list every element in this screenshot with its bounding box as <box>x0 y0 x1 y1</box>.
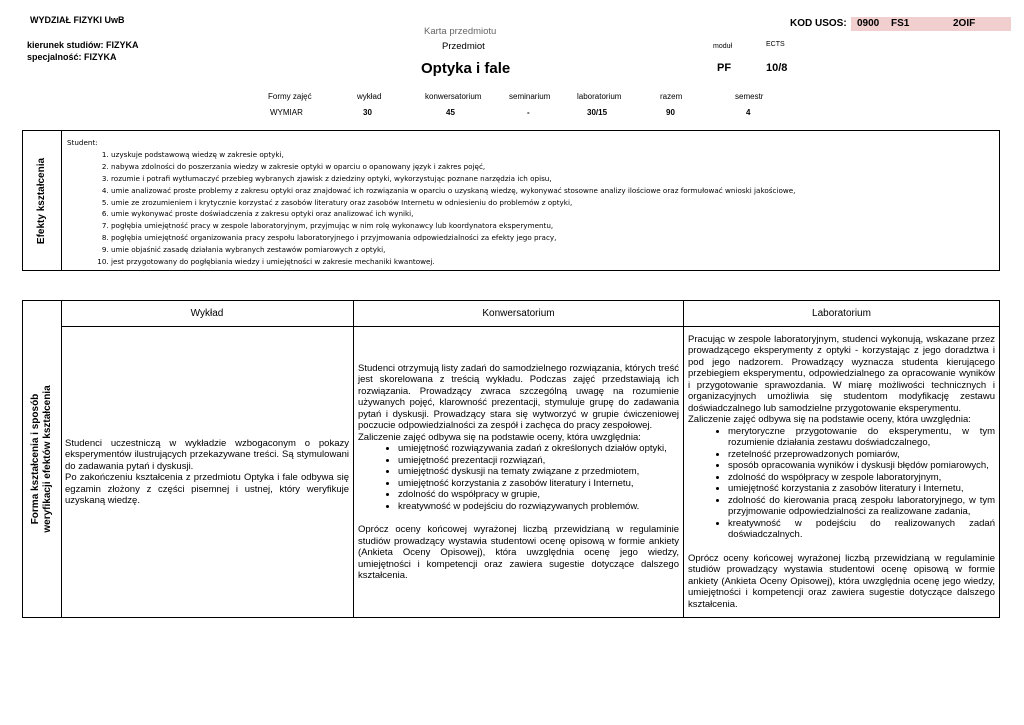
lab-criterion-7: • kreatywność w podejściu do realizowanych zadań doświadczalnych. <box>728 518 995 541</box>
efekty-item-10: 10. jest przygotowany do pogłębiania wiedzy i umiejętności w zakresie mechaniki kwantowej. <box>111 256 995 268</box>
column-wyklad-header: Wykład <box>61 301 353 327</box>
konw-criterion-1: • umiejętność rozwiązywania zadań z określonych działów optyki, <box>398 443 679 455</box>
lab-paragraph-3: Oprócz oceny końcowej wyrażonej liczbą przewidzianą w regulaminie studiów prowadzący wystawia studentowi ocenę opisową w formie ankiety (Ankieta Oceny Opisowej), która uwzględnia ocenę jego wiedzy, umiejętności i kompetencji oraz zawiera sugestie dotyczące dalszego kształcenia. <box>688 552 995 610</box>
konw-criteria-list <box>358 443 679 512</box>
forma-side <box>23 301 62 617</box>
wyklad-paragraph-2: Po zakończeniu kształcenia z przedmiotu Optyka i fale odbywa się egzamin złożony z części pisemnej i ustnej, który weryfikuje uzyskaną wiedzę. <box>65 472 349 506</box>
wymiar-header-konwersatorium: konwersatorium <box>425 92 482 101</box>
column-laboratorium-header: Laboratorium <box>684 301 999 327</box>
kierunek: kierunek studiów: FIZYKA <box>27 40 139 50</box>
efekty-item-6: 6. umie wykonywać proste doświadczenia z zakresu optyki oraz analizować ich wyniki, <box>111 208 995 220</box>
lab-criterion-1: • merytoryczne przygotowanie do eksperymentu, w tym rozumienie działania zestawu doświadczalnego, <box>728 426 995 449</box>
wymiar-header-formy: Formy zajęć <box>268 92 312 101</box>
column-laboratorium-body <box>684 327 999 617</box>
forma-side-label-line-2: weryfikacji efektów kształcenia <box>42 385 53 533</box>
lab-criterion-5: • umiejętność korzystania z zasobów literatury i Internetu, <box>728 483 995 495</box>
lab-criterion-6: • zdolność do kierowania pracą zespołu laboratoryjnego, w tym przyjmowanie odpowiedzialności za realizowane zadania, <box>728 495 995 518</box>
efekty-item-1: 1. uzyskuje podstawową wiedzę w zakresie optyki, <box>111 149 995 161</box>
lab-paragraph-1: Pracując w zespole laboratoryjnym, studenci wykonują, wskazane przez prowadzącego eksperymenty z optyki - korzystając z jego doradztwa i pod jego nadzorem. Prowadzący wyznacza studenta kierującego przebiegiem eksperymentu, odpowiedzialnego za opracowanie wyników i przygotowanie sprawozdania. W miarę możliwości technicznych i organizacyjnych umożliwia się studentom modyfikację zestawu doświadczalnego lub samodzielne przygotowanie eksperymentu. <box>688 333 995 414</box>
efekty-ksztalcenia-box <box>22 130 1000 271</box>
konw-paragraph-2: Zaliczenie zajęć odbywa się na podstawie oceny, która uwzględnia: <box>358 431 641 443</box>
przedmiot-label: Przedmiot <box>442 41 485 52</box>
wymiar-wyklad: 30 <box>363 108 372 117</box>
kod-usos-box <box>851 17 1011 31</box>
wymiar-seminarium: - <box>527 108 530 117</box>
column-laboratorium <box>684 301 999 617</box>
faculty-name: WYDZIAŁ FIZYKI UwB <box>30 15 125 25</box>
kod-usos-value-1: 0900 <box>857 18 880 29</box>
forma-ksztalcenia-table <box>22 300 1000 618</box>
konw-criterion-5: • zdolność do współpracy w grupie, <box>398 489 679 501</box>
ects-label: ECTS <box>766 41 785 48</box>
efekty-content <box>67 137 995 268</box>
efekty-item-3: 3. rozumie i potrafi wytłumaczyć przebieg wybranych zjawisk z dziedziny optyki, wykorzystując poznane narzędzia ich opisu, <box>111 173 995 185</box>
forma-side-label-line-1: Forma kształcenia i sposób <box>30 393 41 525</box>
column-konwersatorium-header: Konwersatorium <box>354 301 683 327</box>
column-wyklad <box>61 301 354 617</box>
konw-criterion-4: • umiejętność korzystania z zasobów literatury i Internetu, <box>398 478 679 490</box>
kod-usos-value-2: FS1 <box>891 18 910 29</box>
wymiar-header-semestr: semestr <box>735 92 764 101</box>
lab-criterion-4: • zdolność do współpracy w zespole laboratoryjnym, <box>728 472 995 484</box>
wymiar-header-razem: razem <box>660 92 683 101</box>
efekty-list <box>67 149 995 268</box>
specjalnosc: specjalność: FIZYKA <box>27 52 117 62</box>
efekty-side-label: Efekty kształcenia <box>36 157 47 244</box>
efekty-item-8: 8. pogłębia umiejętność organizowania pracy zespołu laboratoryjnego i przyjmowania odpowiedzialności za efekty jego pracy, <box>111 232 995 244</box>
konw-paragraph-3: Oprócz oceny końcowej wyrażonej liczbą przewidzianą w regulaminie studiów prowadzący wystawia studentowi ocenę opisową w formie ankiety (Ankieta Oceny Opisowej), która uwzględnia ocenę jego wiedzy, umiejętności i kompetencji oraz zawiera sugestie dotyczące dalszego kształcenia. <box>358 524 679 581</box>
modul-value: PF <box>717 62 732 74</box>
lab-paragraph-2: Zaliczenie zajęć odbywa się na podstawie oceny, która uwzględnia: <box>688 414 971 426</box>
wymiar-header-laboratorium: laboratorium <box>577 92 622 101</box>
lab-criterion-2: • rzetelność przeprowadzonych pomiarów, <box>728 449 995 461</box>
lab-criteria-list <box>688 426 995 541</box>
modul-label: moduł <box>713 43 733 50</box>
przedmiot-name: Optyka i fale <box>421 60 511 77</box>
wymiar-razem: 90 <box>666 108 675 117</box>
ects-value: 10/8 <box>766 62 788 74</box>
efekty-intro: Student: <box>67 138 98 147</box>
efekty-item-9: 9. umie objaśnić zasadę działania wybranych zestawów pomiarowych z optyki, <box>111 244 995 256</box>
efekty-side <box>23 131 62 270</box>
lab-criterion-3: • sposób opracowania wyników i dyskusji błędów pomiarowych, <box>728 460 995 472</box>
konw-criterion-6: • kreatywność w podejściu do rozwiązywanych problemów. <box>398 501 679 513</box>
wymiar-laboratorium: 30/15 <box>587 108 608 117</box>
konw-criterion-3: • umiejętność dyskusji na tematy związane z przedmiotem, <box>398 466 679 478</box>
kod-usos-label: KOD USOS: <box>790 18 847 29</box>
wymiar-konwersatorium: 45 <box>446 108 455 117</box>
wymiar-header-seminarium: seminarium <box>509 92 551 101</box>
konw-criterion-2: • umiejętność prezentacji rozwiązań, <box>398 455 679 467</box>
forma-side-label <box>30 385 54 532</box>
column-konwersatorium <box>354 301 684 617</box>
column-konwersatorium-body <box>354 327 683 617</box>
efekty-item-2: 2. nabywa zdolności do poszerzania wiedzy w zakresie optyki w oparciu o opanowany język i zakres pojęć, <box>111 161 995 173</box>
wyklad-paragraph-1: Studenci uczestniczą w wykładzie wzbogaconym o pokazy eksperymentów ilustrujących przekazywane treści. Są stymulowani do zadawania pytań i dyskusji. <box>65 437 349 472</box>
karta-label: Karta przedmiotu <box>424 26 497 37</box>
wymiar-semestr: 4 <box>746 108 751 117</box>
konw-paragraph-1: Studenci otrzymują listy zadań do samodzielnego rozwiązania, których treść jest skorelowana z treścią wykładu. Podczas zajęć przedstawiają ich rozwiązania. Prowadzący zwraca szczególną uwagę na rozumienie używanych pojęć, klarowność prezentacji, stymuluje grupę do zadawania pytań i dyskusji. Prowadzący stara się wytworzyć w grupie ćwiczeniowej poczucie odpowiedzialności za zespół i zachęca do pracy zespołowej. <box>358 362 679 431</box>
column-wyklad-body <box>61 327 353 617</box>
wymiar-header-wyklad: wykład <box>357 92 382 101</box>
kod-usos-value-3: 2OIF <box>953 18 976 29</box>
efekty-item-4: 4. umie analizować proste problemy z zakresu optyki oraz znajdować ich rozwiązania w oparciu o uzyskaną wiedzę, wykonywać stosowne analizy ilościowe oraz formułować wnioski jakościowe, <box>111 185 995 197</box>
wymiar-label: WYMIAR <box>270 108 303 117</box>
efekty-item-5: 5. umie ze zrozumieniem i krytycznie korzystać z zasobów literatury oraz zasobów Internetu w odniesieniu do problemów z optyki, <box>111 197 995 209</box>
efekty-item-7: 7. pogłębia umiejętność pracy w zespole laboratoryjnym, przyjmując w nim rolę wykonawcy lub koordynatora eksperymentu, <box>111 220 995 232</box>
